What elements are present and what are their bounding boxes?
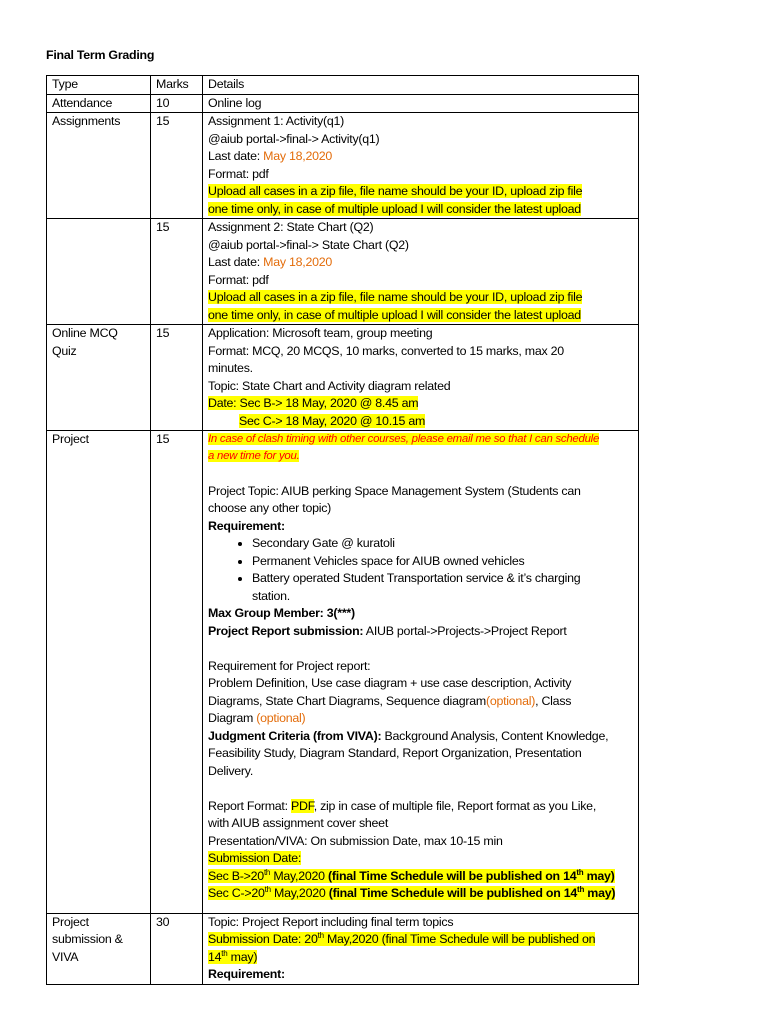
- assignment-path: @aiub portal->final-> Activity(q1): [208, 131, 380, 146]
- assignment-title: Assignment 2: State Chart (Q2): [208, 220, 374, 234]
- requirement-label: Requirement:: [208, 518, 285, 533]
- report-submission: Project Report submission: AIUB portal->Projects->Project Report: [208, 623, 567, 638]
- details-cell: In case of clash timing with other courses, please email me so that I can schedule a new time for you. Project Topic: AIUB perking Space Management System (Students can choose any other topic) Requirement: • Secondary Gate @ kuratoli • Permanent Vehicles space for AIUB owned vehicles • Battery operated Student Transportation service & it’s charging station. Max Group Member: 3(***) Project Report submission: AIUB portal->Projects->Project Report Requirement for Project report: Problem Definition, Use case diagram + use case description, Activity Diagrams, State Chart Diagrams, Sequence diagram(optional), Class Diagram (optional) Judgment Criteria (from VIVA): Background Analysis, Content Knowledge, Feasibility Study, Diagram Standard, Report Organization, Presentation Delivery. Report Format: PDF, zip in case of multiple file, Report format as you Like, with AIUB assignment cover sheet Presentation/VIVA: On submission Date, max 10-15 min Submission Date: Sec B->20th May,2020 (final Time Schedule will be published on 14th may) Sec C->20th May,2020 (final Time Schedule will be published on 14th may): [203, 431, 639, 914]
- details-cell: Topic: Project Report including final term topics Submission Date: 20th May,2020 (final Time Schedule will be published on 14th may) Requirement:: [203, 913, 639, 984]
- assignment-format: Format: pdf: [208, 272, 269, 287]
- header-marks: Marks: [151, 76, 203, 95]
- marks-cell: 10: [151, 94, 203, 113]
- grading-table: [46, 75, 639, 985]
- assignment-path: @aiub portal->final-> State Chart (Q2): [208, 237, 409, 252]
- last-date-value: May 18,2020: [263, 255, 333, 269]
- last-date-value: May 18,2020: [263, 149, 333, 163]
- header-type: Type: [47, 76, 151, 95]
- table-row-quiz: [47, 325, 639, 431]
- table-row-attendance: [47, 94, 639, 113]
- details-cell: [203, 113, 639, 219]
- table-row-assignment-1: [47, 113, 639, 219]
- max-group: Max Group Member: 3(***): [208, 606, 355, 620]
- upload-note: Upload all cases in a zip file, file name should be your ID, upload zip file: [208, 184, 583, 198]
- list-item: • Permanent Vehicles space for AIUB owned vehicles: [252, 553, 634, 571]
- upload-note-2: one time only, in case of multiple upload I will consider the latest upload: [208, 307, 581, 322]
- submission-date-label: Submission Date:: [208, 851, 302, 865]
- document-page: [46, 46, 746, 985]
- type-cell: Project submission & VIVA: [47, 913, 151, 984]
- header-details: Details: [203, 76, 639, 95]
- quiz-date-c: Sec C-> 18 May, 2020 @ 10.15 am: [239, 413, 426, 428]
- clash-note: In case of clash timing with other courses, please email me so that I can schedule: [208, 433, 600, 445]
- table-header-row: [47, 76, 639, 95]
- clash-note-2: a new time for you.: [208, 450, 300, 462]
- assignment-format: Format: pdf: [208, 166, 269, 181]
- list-item: • Secondary Gate @ kuratoli: [252, 535, 634, 553]
- assignment-title: Assignment 1: Activity(q1): [208, 114, 345, 128]
- marks-cell: 15: [151, 431, 203, 914]
- assignment-last-date: Last date: May 18,2020: [208, 255, 333, 269]
- marks-cell: 15: [151, 325, 203, 431]
- submission-sec-c: Sec C->20th May,2020 (final Time Schedule will be published on 14th may): [208, 884, 616, 900]
- submission-sec-b: Sec B->20th May,2020 (final Time Schedule will be published on 14th may): [208, 867, 615, 883]
- report-format: Report Format: PDF, zip in case of multiple file, Report format as you Like,: [208, 798, 597, 813]
- quiz-date-b: Date: Sec B-> 18 May, 2020 @ 8.45 am: [208, 396, 419, 410]
- requirement-list: [208, 535, 634, 605]
- list-item: • Battery operated Student Transportation service & it’s charging station.: [252, 570, 634, 605]
- type-cell: [47, 219, 151, 325]
- type-cell: Project: [47, 431, 151, 914]
- assignment-last-date: Last date: May 18,2020: [208, 149, 333, 163]
- table-row-project: [47, 431, 639, 914]
- upload-note-2: one time only, in case of multiple upload I will consider the latest upload: [208, 201, 581, 216]
- type-cell: Online MCQ Quiz: [47, 325, 151, 431]
- details-cell: [203, 219, 639, 325]
- upload-note: Upload all cases in a zip file, file name should be your ID, upload zip file: [208, 290, 583, 304]
- project-topic: Project Topic: AIUB perking Space Management System (Students can: [208, 483, 581, 498]
- table-row-viva: [47, 913, 639, 984]
- page-title: Final Term Grading: [46, 48, 155, 62]
- judgment-criteria: Judgment Criteria (from VIVA): Background Analysis, Content Knowledge,: [208, 728, 609, 743]
- marks-cell: 15: [151, 219, 203, 325]
- viva-submission-date: Submission Date: 20th May,2020 (final Time Schedule will be published on: [208, 930, 596, 946]
- details-cell: Online log: [203, 94, 639, 113]
- details-cell: Application: Microsoft team, group meeting Format: MCQ, 20 MCQS, 10 marks, converted to 15 marks, max 20 minutes. Topic: State Chart and Activity diagram related Date: Sec B-> 18 May, 2020 @ 8.45 am Sec C-> 18 May, 2020 @ 10.15 am: [203, 325, 639, 431]
- type-cell: Attendance: [47, 94, 151, 113]
- marks-cell: 30: [151, 913, 203, 984]
- type-cell: Assignments: [47, 113, 151, 219]
- marks-cell: 15: [151, 113, 203, 219]
- table-row-assignment-2: [47, 219, 639, 325]
